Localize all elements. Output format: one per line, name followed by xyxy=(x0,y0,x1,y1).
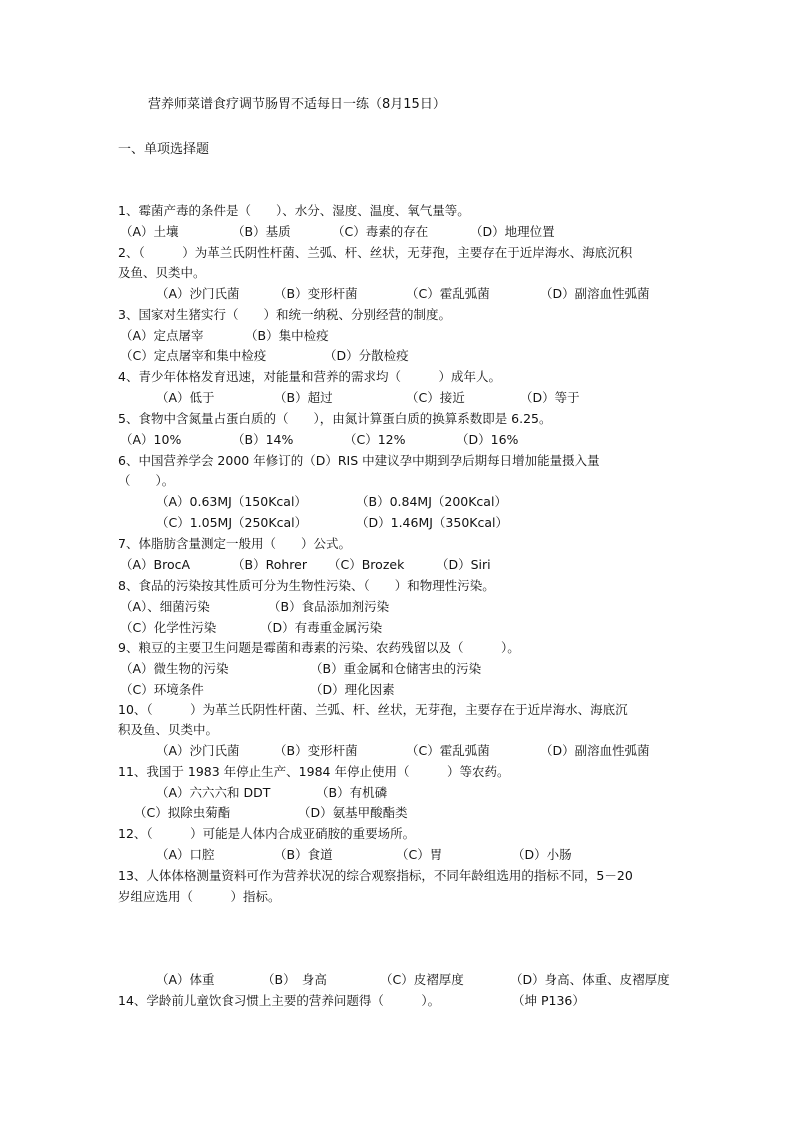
question-9-option-b: （B）重金属和仓储害虫的污染 xyxy=(310,661,482,676)
question-2-option-c: （C）霍乱弧菌 xyxy=(406,286,490,301)
question-1-option-a: （A）土壤 xyxy=(120,224,179,239)
question-10-stem-line-2: 积及鱼、贝类中。 xyxy=(118,722,219,737)
question-4-option-d: （D）等于 xyxy=(520,390,580,405)
question-7-option-d: （D）Siri xyxy=(436,557,491,572)
question-1-option-d: （D）地理位置 xyxy=(470,224,555,239)
question-9-stem: 9、粮豆的主要卫生问题是霉菌和毒素的污染、农药残留以及（ ）。 xyxy=(118,640,520,655)
question-13-stem-line-2: 岁组应选用（ ）指标。 xyxy=(118,889,281,904)
question-14-reference: （坤 P136） xyxy=(512,993,585,1008)
question-11-option-b: （B）有机磷 xyxy=(316,785,388,800)
question-12-option-d: （D）小肠 xyxy=(512,847,572,862)
question-5-stem: 5、食物中含氮量占蛋白质的（ ），由氮计算蛋白质的换算系数即是 6.25。 xyxy=(118,411,552,426)
question-7-option-a: （A）BrocA xyxy=(120,557,191,572)
question-1-option-b: （B）基质 xyxy=(232,224,291,239)
question-8-option-a: （A）、细菌污染 xyxy=(120,599,210,614)
question-10-option-a: （A）沙门氏菌 xyxy=(156,743,240,758)
question-8-option-b: （B）食品添加剂污染 xyxy=(268,599,390,614)
page-title: 营养师菜谱食疗调节肠胃不适每日一练（8月15日） xyxy=(148,97,446,112)
question-3-option-a: （A）定点屠宰 xyxy=(120,328,204,343)
question-11-option-d: （D）氨基甲酸酯类 xyxy=(298,805,408,820)
question-10-option-b: （B）变形杆菌 xyxy=(274,743,358,758)
question-7-stem: 7、体脂肪含量测定一般用（ ）公式。 xyxy=(118,536,351,551)
question-2-option-a: （A）沙门氏菌 xyxy=(156,286,240,301)
question-5-option-b: （B）14% xyxy=(232,432,294,447)
question-13-option-a: （A）体重 xyxy=(156,972,215,987)
question-9-option-a: （A）微生物的污染 xyxy=(120,661,229,676)
question-1-stem: 1、霉菌产毒的条件是（ ）、水分、湿度、温度、氧气量等。 xyxy=(118,203,470,218)
question-3-option-d: （D）分散检疫 xyxy=(324,348,409,363)
question-4-option-a: （A）低于 xyxy=(156,390,215,405)
question-3-stem: 3、国家对生猪实行（ ）和统一纳税、分别经营的制度。 xyxy=(118,307,451,322)
question-9-option-c: （C）环境条件 xyxy=(120,682,204,697)
question-6-option-a: （A）0.63MJ（150Kcal） xyxy=(156,494,307,509)
question-6-option-c: （C）1.05MJ（250Kcal） xyxy=(156,515,308,530)
question-9-option-d: （D）理化因素 xyxy=(310,682,395,697)
question-13-option-c: （C）皮褶厚度 xyxy=(380,972,464,987)
question-6-stem-line-2: （ ）。 xyxy=(118,473,175,488)
question-11-option-c: （C）拟除虫菊酯 xyxy=(134,805,231,820)
question-7-option-b: （B）Rohrer xyxy=(232,557,307,572)
question-8-option-d: （D）有毒重金属污染 xyxy=(260,620,383,635)
question-4-option-b: （B）超过 xyxy=(274,390,333,405)
section-heading: 一、单项选择题 xyxy=(118,142,210,157)
question-7-option-c: （C）Brozek xyxy=(328,557,405,572)
question-3-option-c: （C）定点屠宰和集中检疫 xyxy=(120,348,267,363)
question-12-option-c: （C）胃 xyxy=(396,847,443,862)
question-10-option-d: （D）副溶血性弧菌 xyxy=(540,743,650,758)
question-8-stem: 8、食品的污染按其性质可分为生物性污染、（ ）和物理性污染。 xyxy=(118,578,495,593)
question-6-stem-line-1: 6、中国营养学会 2000 年修订的（D）RIS 中建议孕中期到孕后期每日增加能量摄入量 xyxy=(118,453,600,468)
question-6-option-d: （D）1.46MJ（350Kcal） xyxy=(356,515,508,530)
question-4-stem: 4、青少年体格发育迅速，对能量和营养的需求均（ ）成年人。 xyxy=(118,369,501,384)
question-13-stem-line-1: 13、人体体格测量资料可作为营养状况的综合观察指标，不同年龄组选用的指标不同，5－20 xyxy=(118,868,633,883)
question-12-option-b: （B）食道 xyxy=(274,847,333,862)
question-13-option-b: （B） 身高 xyxy=(262,972,327,987)
question-5-option-d: （D）16% xyxy=(456,432,519,447)
question-2-stem-line-1: 2、（ ）为革兰氏阴性杆菌、兰弧、杆、丝状，无芽孢，主要存在于近岸海水、海底沉积 xyxy=(118,245,633,260)
question-11-option-a: （A）六六六和 DDT xyxy=(156,785,271,800)
question-2-stem-line-2: 及鱼、贝类中。 xyxy=(118,265,206,280)
question-2-option-b: （B）变形杆菌 xyxy=(274,286,358,301)
question-11-stem: 11、我国于 1983 年停止生产、1984 年停止使用（ ）等农药。 xyxy=(118,764,510,779)
question-14-stem: 14、学龄前儿童饮食习惯上主要的营养问题得（ ）。 xyxy=(118,993,441,1008)
question-12-stem: 12、（ ）可能是人体内合成亚硝胺的重要场所。 xyxy=(118,826,416,841)
question-2-option-d: （D）副溶血性弧菌 xyxy=(540,286,650,301)
question-3-option-b: （B）集中检疫 xyxy=(245,328,329,343)
question-5-option-a: （A）10% xyxy=(120,432,182,447)
question-1-option-c: （C）毒素的存在 xyxy=(332,224,429,239)
question-5-option-c: （C）12% xyxy=(344,432,406,447)
question-13-option-d: （D）身高、体重、皮褶厚度 xyxy=(510,972,670,987)
question-10-option-c: （C）霍乱弧菌 xyxy=(406,743,490,758)
question-4-option-c: （C）接近 xyxy=(406,390,465,405)
question-8-option-c: （C）化学性污染 xyxy=(120,620,217,635)
question-6-option-b: （B）0.84MJ（200Kcal） xyxy=(356,494,507,509)
question-12-option-a: （A）口腔 xyxy=(156,847,215,862)
question-10-stem-line-1: 10、（ ）为革兰氏阴性杆菌、兰弧、杆、丝状，无芽孢，主要存在于近岸海水、海底沉 xyxy=(118,702,628,717)
